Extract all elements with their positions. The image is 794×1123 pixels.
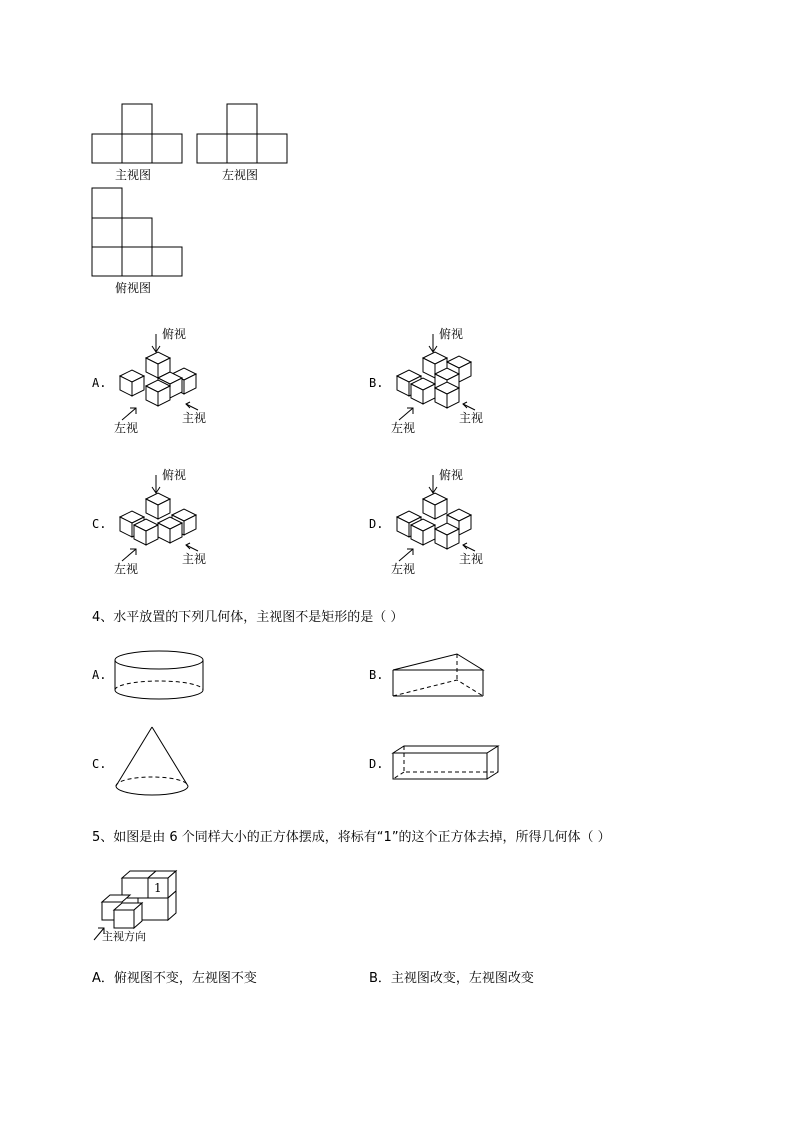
q3-option-d-letter: D. (369, 517, 384, 531)
q3-b-front-label: 主视 (459, 411, 484, 425)
q4-option-c-letter: C. (92, 757, 107, 771)
question-4-text: 4、水平放置的下列几何体，主视图不是矩形的是（ ） (92, 610, 404, 625)
q3-c-front-label: 主视 (182, 552, 207, 566)
question-5-text: 5、如图是由 6 个同样大小的正方体摆成，将标有“1”的这个正方体去掉，所得几何体（ ） (92, 830, 611, 845)
q5-option-a: A．俯视图不变，左视图不变 (92, 971, 257, 986)
q4-triangular-prism-figure (392, 652, 486, 698)
q3-c-left-label: 左视 (114, 562, 139, 576)
q5-direction-label: 主视方向 (102, 930, 146, 943)
top-view-diagram (92, 188, 184, 278)
q4-cuboid-figure (392, 745, 500, 781)
q3-option-a-letter: A. (92, 376, 107, 390)
q5-cube-label: 1 (154, 881, 162, 895)
q3-b-top-label: 俯视 (439, 327, 464, 341)
q5-six-cubes-figure (92, 864, 182, 944)
left-view-diagram (197, 104, 289, 164)
q4-option-b-letter: B. (369, 668, 384, 682)
q3-option-a-figure (110, 322, 220, 434)
q3-option-b-figure (387, 322, 497, 434)
q3-d-front-label: 主视 (459, 552, 484, 566)
q3-a-front-label: 主视 (182, 411, 207, 425)
q3-option-b-letter: B. (369, 376, 384, 390)
q5-option-b: B．主视图改变，左视图改变 (369, 971, 534, 986)
q3-a-left-label: 左视 (114, 421, 139, 435)
q3-c-top-label: 俯视 (162, 468, 187, 482)
q4-option-a-letter: A. (92, 668, 107, 682)
q3-option-c-figure (110, 463, 220, 575)
q4-cone-figure (115, 726, 189, 800)
q4-cylinder-figure (114, 650, 206, 702)
left-view-label: 左视图 (222, 168, 259, 182)
front-view-diagram (92, 104, 184, 164)
top-view-label: 俯视图 (115, 281, 152, 295)
q3-option-c-letter: C. (92, 517, 107, 531)
front-view-label: 主视图 (115, 168, 152, 182)
q4-option-d-letter: D. (369, 757, 384, 771)
q3-d-top-label: 俯视 (439, 468, 464, 482)
q3-option-d-figure (387, 463, 497, 575)
q3-d-left-label: 左视 (391, 562, 416, 576)
q3-a-top-label: 俯视 (162, 327, 187, 341)
q3-b-left-label: 左视 (391, 421, 416, 435)
